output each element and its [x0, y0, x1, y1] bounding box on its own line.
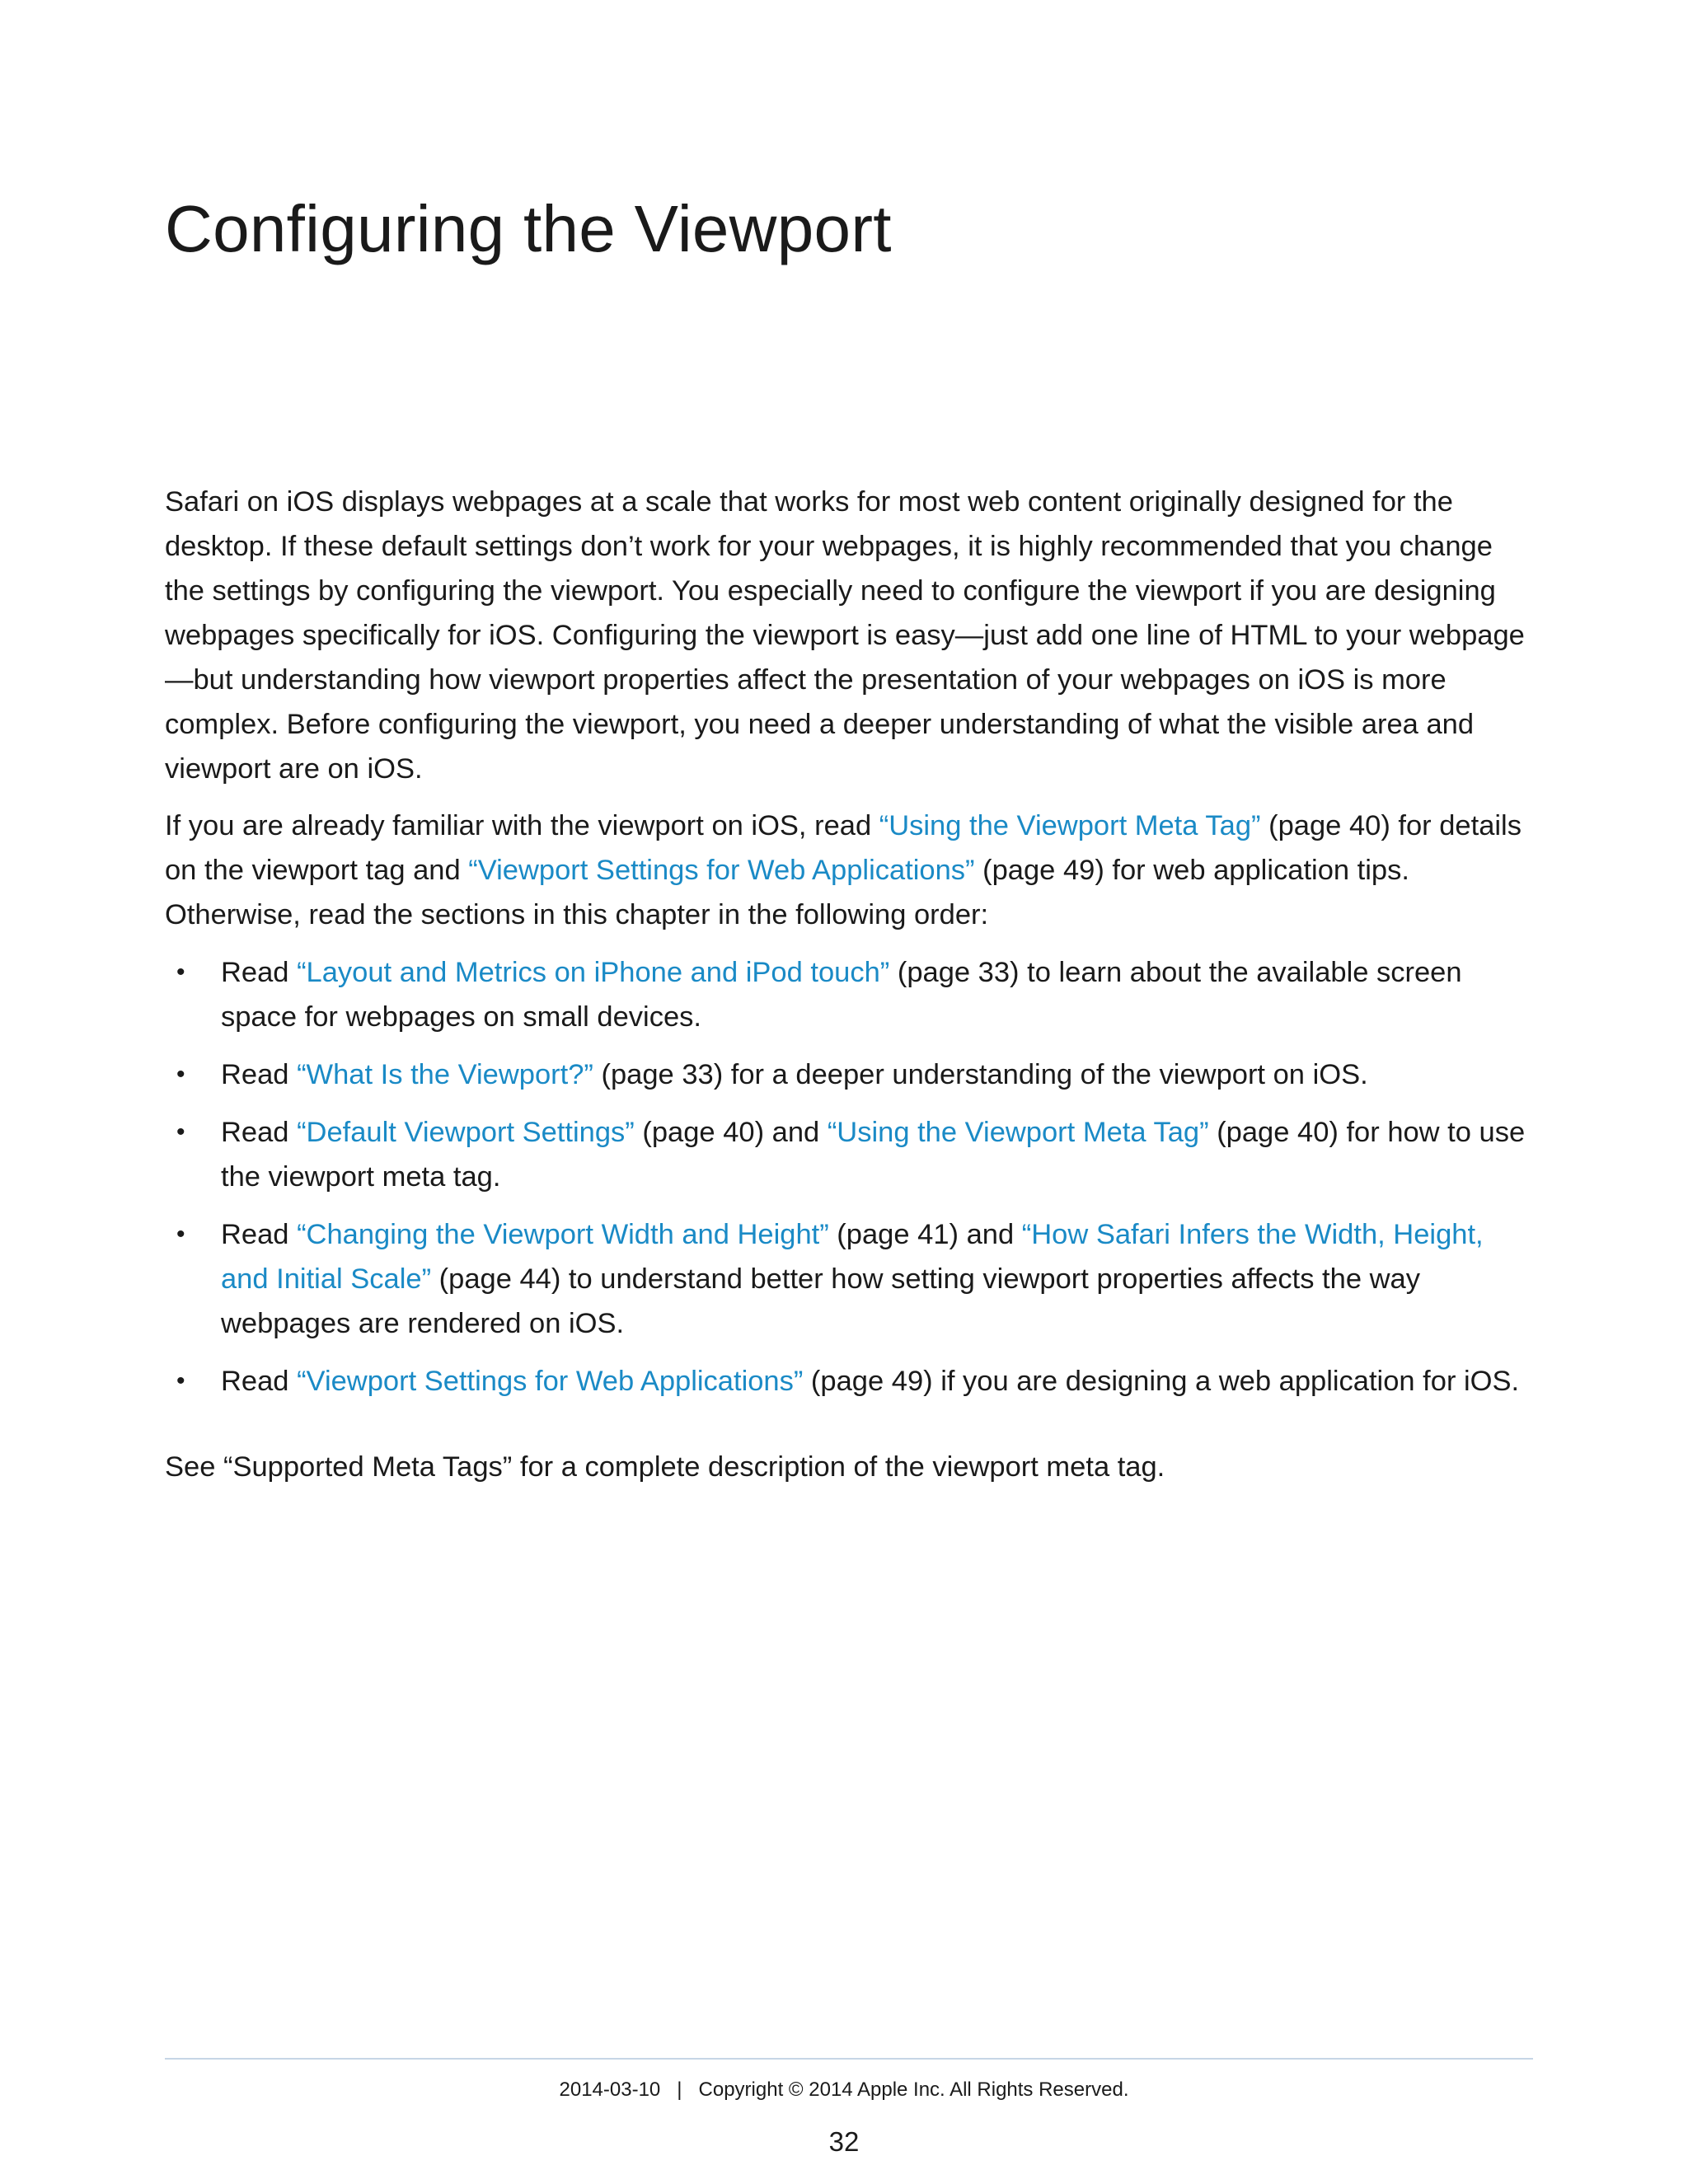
chapter-body	[165, 480, 1533, 1489]
footer-copyright: Copyright © 2014 Apple Inc. All Rights Reserved.	[698, 2079, 1129, 2101]
footer-date: 2014-03-10	[559, 2079, 661, 2101]
page-footer	[0, 2079, 1688, 2102]
list-item	[165, 950, 1533, 1039]
list-item-text: (page 44) to understand better how setting viewport properties affects the way webpages are rendered on iOS.	[221, 1263, 1420, 1339]
link-layout-and-metrics[interactable]: “Layout and Metrics on iPhone and iPod touch”	[297, 957, 890, 988]
intro-paragraph: Safari on iOS displays webpages at a scale that works for most web content originally designed for the desktop. If these default settings don’t work for your webpages, it is highly recommended that you change the settings by configuring the viewport. You especially need to configure the viewport if you are designing webpages specifically for iOS. Configuring the viewport is easy—just add one line of HTML to your webpage—but understanding how viewport properties affect the presentation of your webpages on iOS is more complex. Before configuring the viewport, you need a deeper understanding of what the visible area and viewport are on iOS.	[165, 486, 1525, 785]
list-item-text: (page 40) for how to use the viewport meta tag.	[221, 1117, 1526, 1193]
list-item	[165, 1359, 1533, 1404]
list-item-text: (page 49) if you are designing a web application for iOS.	[803, 1366, 1520, 1397]
bullet-icon: •	[176, 1367, 185, 1394]
link-viewport-settings-web-apps[interactable]: “Viewport Settings for Web Applications”	[297, 1366, 804, 1397]
link-what-is-the-viewport[interactable]: “What Is the Viewport?”	[297, 1059, 593, 1090]
list-item-text: (page 33) for a deeper understanding of the viewport on iOS.	[593, 1059, 1368, 1090]
page-number: 32	[828, 2126, 860, 2157]
see-also-paragraph: See “Supported Meta Tags” for a complete description of the viewport meta tag.	[165, 1451, 1165, 1483]
list-item-text: Read	[221, 1219, 298, 1250]
list-item-text: (page 41) and	[828, 1219, 1022, 1250]
reading-order-list	[165, 950, 1533, 1404]
footer-divider	[165, 2058, 1533, 2060]
list-item-text: (page 40) and	[634, 1117, 828, 1148]
list-item	[165, 1052, 1533, 1097]
link-how-safari-infers[interactable]: “How Safari Infers the Width, Height, and Initial Scale”	[221, 1219, 1484, 1295]
bullet-icon: •	[176, 1118, 185, 1146]
bullet-icon: •	[176, 1221, 185, 1248]
link-changing-viewport-width-height[interactable]: “Changing the Viewport Width and Height”	[297, 1219, 829, 1250]
list-item-text: Read	[221, 1366, 298, 1397]
overview-text: (page 49) for web application tips. Otherwise, read the sections in this chapter in the following order:	[165, 855, 1409, 930]
bullet-icon: •	[176, 958, 185, 986]
link-using-viewport-meta-tag[interactable]: “Using the Viewport Meta Tag”	[827, 1117, 1209, 1148]
page-title: Configuring the Viewport	[165, 192, 892, 265]
link-viewport-settings-web-apps[interactable]: “Viewport Settings for Web Applications”	[468, 855, 975, 886]
list-item-text: (page 33) to learn about the available screen space for webpages on small devices.	[221, 957, 1462, 1033]
list-item-text: Read	[221, 957, 298, 988]
bullet-icon: •	[176, 1061, 185, 1088]
list-item	[165, 1110, 1533, 1199]
overview-text: If you are already familiar with the viewport on iOS, read	[165, 810, 879, 841]
link-using-viewport-meta-tag[interactable]: “Using the Viewport Meta Tag”	[879, 810, 1261, 841]
list-item-text: Read	[221, 1117, 298, 1148]
footer-separator: |	[677, 2079, 682, 2101]
list-item-text: Read	[221, 1059, 298, 1090]
overview-text: (page 40) for details on the viewport tag and	[165, 810, 1522, 886]
overview-paragraph	[165, 804, 1533, 937]
list-item	[165, 1212, 1533, 1346]
link-default-viewport-settings[interactable]: “Default Viewport Settings”	[297, 1117, 635, 1148]
